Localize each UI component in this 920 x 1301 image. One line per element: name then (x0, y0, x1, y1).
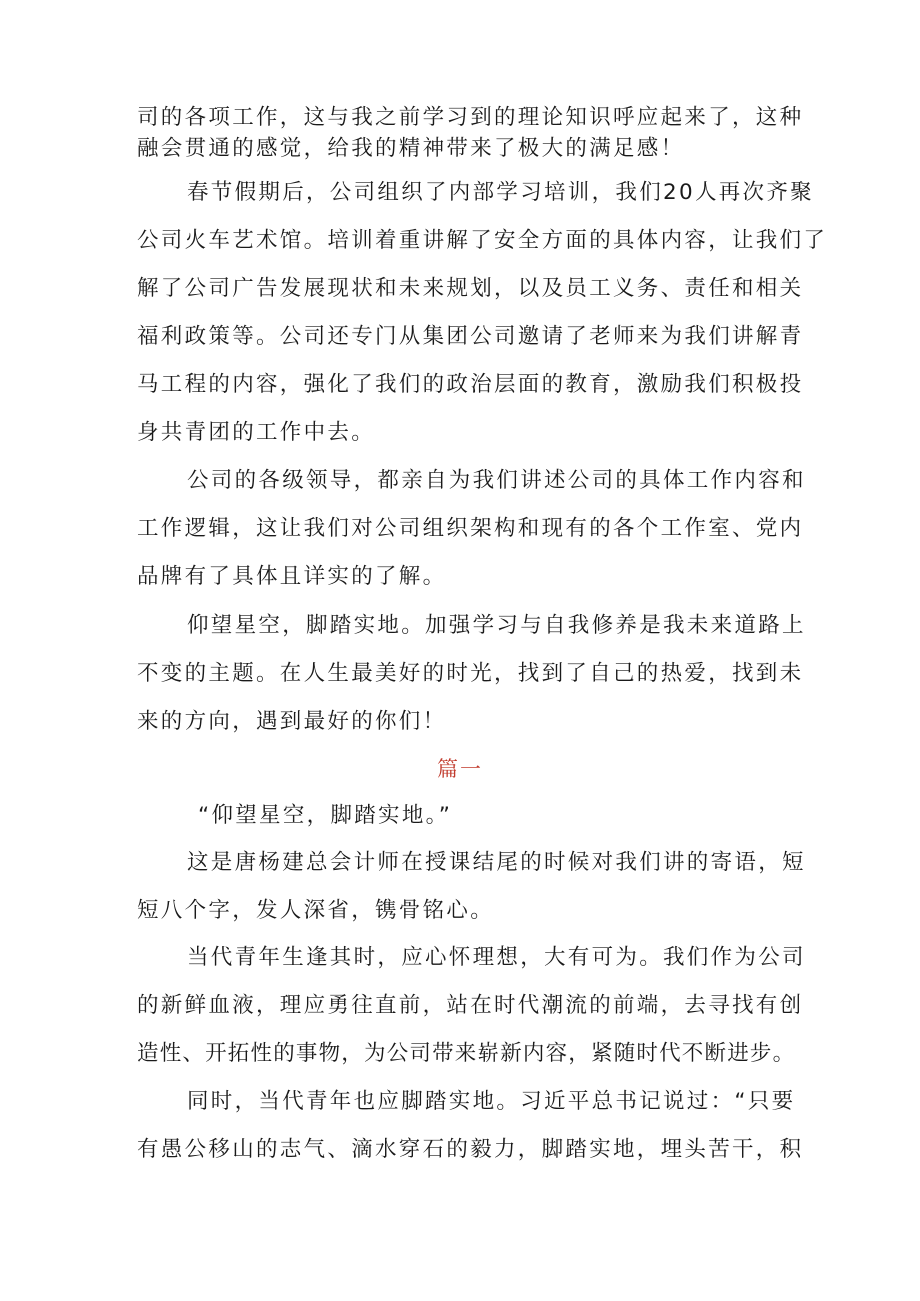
body-line: 司的各项工作，这与我之前学习到的理论知识呼应起来了，这种 (137, 105, 804, 130)
body-line: 福利政策等。公司还专门从集团公司邀请了老师来为我们讲解青 (137, 324, 804, 349)
body-line: 身共青团的工作中去。 (137, 420, 376, 445)
body-line: 这是唐杨建总会计师在授课结尾的时候对我们讲的寄语，短 (187, 850, 806, 875)
quote-line: “仰望星空，脚踏实地。” (198, 803, 453, 828)
body-line: 工作逻辑，这让我们对公司组织架构和现有的各个工作室、党内 (137, 516, 804, 541)
body-line: 的新鲜血液，理应勇往直前，站在时代潮流的前端，去寻找有创 (137, 993, 804, 1018)
body-line: 公司的各级领导，都亲自为我们讲述公司的具体工作内容和 (187, 468, 806, 493)
body-line: 不变的主题。在人生最美好的时光，找到了自己的热爱，找到未 (137, 661, 804, 686)
body-line: 马工程的内容，强化了我们的政治层面的教育，激励我们积极投 (137, 372, 804, 397)
section-heading: 篇一 (437, 757, 483, 781)
body-line: 当代青年生逢其时，应心怀理想，大有可为。我们作为公司 (187, 945, 806, 970)
body-line: 同时，当代青年也应脚踏实地。习近平总书记说过：“只要 (187, 1089, 796, 1114)
body-line: 品牌有了具体且详实的了解。 (137, 564, 447, 589)
body-line: 造性、开拓性的事物，为公司带来崭新内容，紧随时代不断进步。 (137, 1041, 796, 1066)
body-line: 来的方向，遇到最好的你们！ (137, 709, 447, 734)
body-line: 融会贯通的感觉，给我的精神带来了极大的满足感！ (137, 136, 685, 161)
body-line: 解了公司广告发展现状和未来规划，以及员工义务、责任和相关 (137, 276, 804, 301)
body-line: 有愚公移山的志气、滴水穿石的毅力，脚踏实地，埋头苦干，积 (137, 1137, 804, 1162)
body-line: 短八个字，发人深省，镌骨铭心。 (137, 898, 495, 923)
body-line: 仰望星空，脚踏实地。加强学习与自我修养是我未来道路上 (187, 613, 806, 638)
body-line: 公司火车艺术馆。培训着重讲解了安全方面的具体内容，让我们了 (137, 228, 828, 253)
body-line: 春节假期后，公司组织了内部学习培训，我们20人再次齐聚 (187, 180, 814, 205)
